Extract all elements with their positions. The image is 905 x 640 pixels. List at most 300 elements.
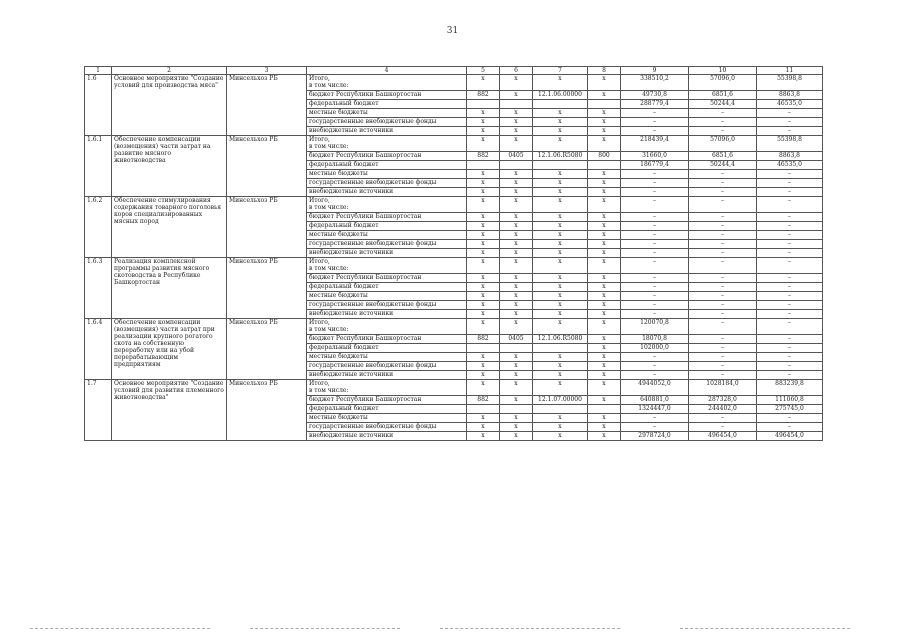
value-cell: – xyxy=(689,283,757,292)
value-cell: x xyxy=(500,310,533,319)
value-cell: x xyxy=(500,292,533,301)
value-cell xyxy=(500,161,533,170)
row-number: 1.6.3 xyxy=(85,258,112,319)
value-cell: x xyxy=(500,222,533,231)
source-label: бюджет Республики Башкортостан xyxy=(307,213,467,222)
value-cell: – xyxy=(621,118,689,127)
value-cell: – xyxy=(689,188,757,197)
value-cell: 4944052,0 xyxy=(621,380,689,396)
incl-label: в том числе: xyxy=(309,265,349,272)
table-row xyxy=(85,258,823,274)
value-cell: x xyxy=(533,213,588,222)
value-cell: x xyxy=(467,188,500,197)
value-cell: – xyxy=(689,222,757,231)
value-cell: x xyxy=(467,353,500,362)
footer-divider xyxy=(440,628,620,629)
value-cell: 496454,0 xyxy=(689,432,757,441)
table-row xyxy=(85,319,823,335)
value-cell xyxy=(500,405,533,414)
value-cell: x xyxy=(467,371,500,380)
value-cell: x xyxy=(588,240,621,249)
value-cell: x xyxy=(500,170,533,179)
value-cell: 18070,8 xyxy=(621,335,689,344)
value-cell: – xyxy=(757,423,823,432)
value-cell: x xyxy=(500,179,533,188)
table-row xyxy=(85,75,823,91)
value-cell: x xyxy=(500,423,533,432)
value-cell: x xyxy=(500,240,533,249)
value-cell: x xyxy=(533,310,588,319)
value-cell: x xyxy=(500,197,533,213)
value-cell: x xyxy=(500,249,533,258)
value-cell: x xyxy=(500,362,533,371)
value-cell: – xyxy=(757,222,823,231)
source-label: внебюджетные источники xyxy=(307,371,467,380)
executor: Минсельхоз РБ xyxy=(227,75,307,136)
value-cell: – xyxy=(621,310,689,319)
value-cell: x xyxy=(588,75,621,91)
total-label: Итого, xyxy=(309,319,330,326)
value-cell: x xyxy=(588,432,621,441)
value-cell: 218439,4 xyxy=(621,136,689,152)
value-cell: – xyxy=(689,213,757,222)
value-cell: x xyxy=(533,371,588,380)
value-cell: 288779,4 xyxy=(621,100,689,109)
header-cell: 6 xyxy=(500,67,533,75)
value-cell: – xyxy=(621,127,689,136)
source-label xyxy=(307,258,467,274)
value-cell: – xyxy=(757,310,823,319)
source-label: местные бюджеты xyxy=(307,170,467,179)
row-number: 1.6.4 xyxy=(85,319,112,380)
value-cell: – xyxy=(757,344,823,353)
source-label: внебюджетные источники xyxy=(307,127,467,136)
value-cell: – xyxy=(757,179,823,188)
value-cell: – xyxy=(757,301,823,310)
value-cell: x xyxy=(500,231,533,240)
value-cell: – xyxy=(621,188,689,197)
value-cell: – xyxy=(689,353,757,362)
value-cell: – xyxy=(621,231,689,240)
total-label: Итого, xyxy=(309,380,330,387)
footer-divider xyxy=(680,628,850,629)
value-cell: 186779,4 xyxy=(621,161,689,170)
value-cell: 46535,0 xyxy=(757,100,823,109)
source-label xyxy=(307,380,467,396)
value-cell: – xyxy=(757,362,823,371)
value-cell xyxy=(588,161,621,170)
value-cell: x xyxy=(533,414,588,423)
value-cell: x xyxy=(533,380,588,396)
value-cell: – xyxy=(621,274,689,283)
measure-name: Обеспечение компенсации (возмещения) части затрат на развитие мясного животноводства xyxy=(112,136,227,197)
value-cell: 640881,0 xyxy=(621,396,689,405)
value-cell: x xyxy=(467,319,500,335)
value-cell: x xyxy=(533,197,588,213)
value-cell: x xyxy=(588,249,621,258)
value-cell: – xyxy=(689,423,757,432)
value-cell: x xyxy=(533,170,588,179)
value-cell: x xyxy=(533,118,588,127)
value-cell xyxy=(533,100,588,109)
value-cell: x xyxy=(500,396,533,405)
value-cell xyxy=(467,405,500,414)
source-label: федеральный бюджет xyxy=(307,405,467,414)
executor: Минсельхоз РБ xyxy=(227,197,307,258)
value-cell: 882 xyxy=(467,335,500,344)
value-cell: x xyxy=(467,231,500,240)
value-cell: x xyxy=(467,170,500,179)
header-cell: 8 xyxy=(588,67,621,75)
value-cell: x xyxy=(467,240,500,249)
measure-name: Основное мероприятие "Создание условий для производства мяса" xyxy=(112,75,227,136)
value-cell: x xyxy=(588,353,621,362)
value-cell: x xyxy=(588,91,621,100)
total-label: Итого, xyxy=(309,258,330,265)
page-number: 31 xyxy=(446,26,459,36)
source-label: государственные внебюджетные фонды xyxy=(307,301,467,310)
value-cell: x xyxy=(588,127,621,136)
value-cell: – xyxy=(689,170,757,179)
value-cell: – xyxy=(621,301,689,310)
executor: Минсельхоз РБ xyxy=(227,136,307,197)
value-cell: 31660,0 xyxy=(621,152,689,161)
source-label: федеральный бюджет xyxy=(307,161,467,170)
value-cell: 49730,8 xyxy=(621,91,689,100)
value-cell: – xyxy=(689,231,757,240)
measure-name: Основное мероприятие "Создание условий для развития племенного животноводства" xyxy=(112,380,227,441)
value-cell: – xyxy=(621,249,689,258)
source-label: бюджет Республики Башкортостан xyxy=(307,335,467,344)
value-cell xyxy=(500,100,533,109)
value-cell: – xyxy=(757,231,823,240)
value-cell: 12.1.06.R5080 xyxy=(533,152,588,161)
value-cell: – xyxy=(689,249,757,258)
value-cell: x xyxy=(533,249,588,258)
value-cell: x xyxy=(500,118,533,127)
value-cell: – xyxy=(757,197,823,213)
value-cell: x xyxy=(533,301,588,310)
value-cell: x xyxy=(500,274,533,283)
source-label: внебюджетные источники xyxy=(307,432,467,441)
value-cell: – xyxy=(689,292,757,301)
value-cell: – xyxy=(689,197,757,213)
value-cell: x xyxy=(588,362,621,371)
value-cell: x xyxy=(588,188,621,197)
source-label: государственные внебюджетные фонды xyxy=(307,118,467,127)
value-cell: x xyxy=(467,301,500,310)
value-cell: – xyxy=(757,109,823,118)
value-cell: 57096,0 xyxy=(689,136,757,152)
value-cell: x xyxy=(467,197,500,213)
value-cell xyxy=(533,405,588,414)
row-number: 1.7 xyxy=(85,380,112,441)
measure-name: Обеспечение компенсации (возмещения) части затрат при реализации крупного рогатого скота на собственную переработку или на убой перерабатывающим предприятиям xyxy=(112,319,227,380)
value-cell: x xyxy=(533,127,588,136)
value-cell: x xyxy=(533,231,588,240)
header-cell: 7 xyxy=(533,67,588,75)
value-cell: 2978724,0 xyxy=(621,432,689,441)
value-cell: x xyxy=(533,423,588,432)
value-cell: – xyxy=(757,188,823,197)
value-cell: 50244,4 xyxy=(689,161,757,170)
value-cell: x xyxy=(500,188,533,197)
value-cell: – xyxy=(757,283,823,292)
value-cell: 882 xyxy=(467,91,500,100)
value-cell: x xyxy=(533,283,588,292)
total-label: Итого, xyxy=(309,75,330,82)
source-label: федеральный бюджет xyxy=(307,344,467,353)
value-cell: – xyxy=(757,249,823,258)
value-cell: x xyxy=(533,432,588,441)
value-cell xyxy=(467,344,500,353)
value-cell: x xyxy=(467,179,500,188)
value-cell: – xyxy=(621,109,689,118)
value-cell: x xyxy=(588,423,621,432)
value-cell: x xyxy=(500,91,533,100)
value-cell: – xyxy=(689,109,757,118)
value-cell: 57096,0 xyxy=(689,75,757,91)
incl-label: в том числе: xyxy=(309,204,349,211)
value-cell: x xyxy=(588,414,621,423)
executor: Минсельхоз РБ xyxy=(227,258,307,319)
total-label: Итого, xyxy=(309,197,330,204)
value-cell: x xyxy=(533,75,588,91)
value-cell: x xyxy=(467,432,500,441)
value-cell: x xyxy=(533,188,588,197)
value-cell: x xyxy=(588,319,621,335)
source-label xyxy=(307,197,467,213)
value-cell: – xyxy=(689,240,757,249)
value-cell: x xyxy=(500,75,533,91)
source-label: федеральный бюджет xyxy=(307,100,467,109)
value-cell: x xyxy=(500,319,533,335)
value-cell: x xyxy=(467,118,500,127)
source-label: федеральный бюджет xyxy=(307,283,467,292)
value-cell: x xyxy=(467,136,500,152)
incl-label: в том числе: xyxy=(309,387,349,394)
value-cell: – xyxy=(757,292,823,301)
value-cell: x xyxy=(500,353,533,362)
value-cell: x xyxy=(533,362,588,371)
value-cell: x xyxy=(533,274,588,283)
value-cell xyxy=(588,100,621,109)
value-cell: x xyxy=(500,283,533,292)
value-cell: 120070,8 xyxy=(621,319,689,335)
value-cell: 12.1.06.R5080 xyxy=(533,335,588,344)
incl-label: в том числе: xyxy=(309,82,349,89)
source-label: государственные внебюджетные фонды xyxy=(307,423,467,432)
source-label: внебюджетные источники xyxy=(307,188,467,197)
source-label: местные бюджеты xyxy=(307,231,467,240)
executor: Минсельхоз РБ xyxy=(227,380,307,441)
value-cell: – xyxy=(621,170,689,179)
header-cell: 5 xyxy=(467,67,500,75)
header-cell: 11 xyxy=(757,67,823,75)
header-cell: 4 xyxy=(307,67,467,75)
value-cell: x xyxy=(500,258,533,274)
source-label: бюджет Республики Башкортостан xyxy=(307,396,467,405)
value-cell: 12.1.07.00000 xyxy=(533,396,588,405)
source-label: внебюджетные источники xyxy=(307,310,467,319)
row-number: 1.6.2 xyxy=(85,197,112,258)
header-row xyxy=(85,67,823,75)
value-cell: x xyxy=(588,292,621,301)
value-cell: – xyxy=(621,283,689,292)
footer-divider xyxy=(250,628,400,629)
value-cell: x xyxy=(588,335,621,344)
value-cell: – xyxy=(689,310,757,319)
value-cell: x xyxy=(500,127,533,136)
value-cell: x xyxy=(467,75,500,91)
value-cell: – xyxy=(757,353,823,362)
value-cell: 102000,0 xyxy=(621,344,689,353)
value-cell: x xyxy=(533,258,588,274)
value-cell: x xyxy=(588,109,621,118)
source-label: местные бюджеты xyxy=(307,292,467,301)
value-cell: x xyxy=(500,136,533,152)
value-cell: x xyxy=(467,310,500,319)
value-cell: – xyxy=(621,423,689,432)
value-cell: x xyxy=(500,371,533,380)
value-cell: – xyxy=(757,274,823,283)
header-cell: 3 xyxy=(227,67,307,75)
value-cell: – xyxy=(689,414,757,423)
value-cell: – xyxy=(757,371,823,380)
value-cell: – xyxy=(689,127,757,136)
source-label: государственные внебюджетные фонды xyxy=(307,240,467,249)
header-cell: 1 xyxy=(85,67,112,75)
value-cell: – xyxy=(621,353,689,362)
value-cell: – xyxy=(689,335,757,344)
value-cell: 275745,0 xyxy=(757,405,823,414)
source-label xyxy=(307,136,467,152)
source-label: внебюджетные источники xyxy=(307,249,467,258)
source-label: федеральный бюджет xyxy=(307,222,467,231)
value-cell: – xyxy=(689,179,757,188)
value-cell: x xyxy=(588,301,621,310)
value-cell: – xyxy=(621,179,689,188)
table-row xyxy=(85,136,823,152)
value-cell: x xyxy=(467,222,500,231)
value-cell: 496454,0 xyxy=(757,432,823,441)
row-number: 1.6 xyxy=(85,75,112,136)
source-label: местные бюджеты xyxy=(307,414,467,423)
value-cell: – xyxy=(757,240,823,249)
value-cell: 1028184,0 xyxy=(689,380,757,396)
value-cell xyxy=(533,344,588,353)
value-cell: x xyxy=(467,213,500,222)
value-cell: x xyxy=(467,249,500,258)
source-label: государственные внебюджетные фонды xyxy=(307,179,467,188)
value-cell: x xyxy=(467,380,500,396)
value-cell: 6851,6 xyxy=(689,152,757,161)
value-cell: x xyxy=(533,240,588,249)
value-cell: 6851,6 xyxy=(689,91,757,100)
value-cell: 50244,4 xyxy=(689,100,757,109)
value-cell: – xyxy=(689,301,757,310)
value-cell: – xyxy=(757,170,823,179)
value-cell: x xyxy=(500,432,533,441)
value-cell: x xyxy=(500,414,533,423)
value-cell: – xyxy=(621,414,689,423)
row-number: 1.6.1 xyxy=(85,136,112,197)
value-cell: – xyxy=(757,319,823,335)
value-cell: x xyxy=(588,274,621,283)
value-cell: – xyxy=(621,240,689,249)
value-cell: x xyxy=(467,414,500,423)
source-label: бюджет Республики Башкортостан xyxy=(307,152,467,161)
value-cell: – xyxy=(621,362,689,371)
value-cell: x xyxy=(467,109,500,118)
value-cell: x xyxy=(588,231,621,240)
value-cell: 800 xyxy=(588,152,621,161)
source-label: бюджет Республики Башкортостан xyxy=(307,91,467,100)
source-label: бюджет Республики Башкортостан xyxy=(307,274,467,283)
value-cell: x xyxy=(533,109,588,118)
total-label: Итого, xyxy=(309,136,330,143)
value-cell: x xyxy=(588,380,621,396)
value-cell: – xyxy=(689,344,757,353)
value-cell: – xyxy=(621,197,689,213)
value-cell: x xyxy=(533,136,588,152)
value-cell: 55398,8 xyxy=(757,75,823,91)
incl-label: в том числе: xyxy=(309,326,349,333)
value-cell: – xyxy=(757,118,823,127)
value-cell: x xyxy=(500,213,533,222)
value-cell: 46535,0 xyxy=(757,161,823,170)
value-cell: x xyxy=(500,301,533,310)
value-cell xyxy=(500,344,533,353)
value-cell: – xyxy=(689,118,757,127)
source-label xyxy=(307,319,467,335)
value-cell: 338510,2 xyxy=(621,75,689,91)
value-cell: – xyxy=(757,335,823,344)
value-cell: x xyxy=(500,380,533,396)
value-cell: x xyxy=(588,197,621,213)
value-cell: – xyxy=(757,127,823,136)
value-cell: x xyxy=(588,213,621,222)
value-cell: x xyxy=(500,109,533,118)
value-cell: x xyxy=(588,258,621,274)
table-row xyxy=(85,197,823,213)
value-cell: 287328,0 xyxy=(689,396,757,405)
source-label: государственные внебюджетные фонды xyxy=(307,362,467,371)
value-cell: x xyxy=(588,371,621,380)
incl-label: в том числе: xyxy=(309,143,349,150)
value-cell: 882 xyxy=(467,152,500,161)
value-cell: – xyxy=(621,371,689,380)
value-cell: x xyxy=(588,222,621,231)
value-cell: x xyxy=(588,136,621,152)
value-cell: x xyxy=(467,274,500,283)
value-cell: – xyxy=(757,258,823,274)
value-cell xyxy=(467,161,500,170)
value-cell: 883239,8 xyxy=(757,380,823,396)
value-cell: 1324447,0 xyxy=(621,405,689,414)
value-cell: x xyxy=(533,353,588,362)
value-cell: – xyxy=(689,319,757,335)
value-cell: 244402,0 xyxy=(689,405,757,414)
value-cell: 111060,8 xyxy=(757,396,823,405)
source-label: местные бюджеты xyxy=(307,353,467,362)
value-cell: x xyxy=(467,283,500,292)
value-cell: – xyxy=(689,258,757,274)
value-cell: x xyxy=(588,344,621,353)
source-label xyxy=(307,75,467,91)
value-cell: x xyxy=(467,362,500,371)
value-cell: 12.1.06.00000 xyxy=(533,91,588,100)
